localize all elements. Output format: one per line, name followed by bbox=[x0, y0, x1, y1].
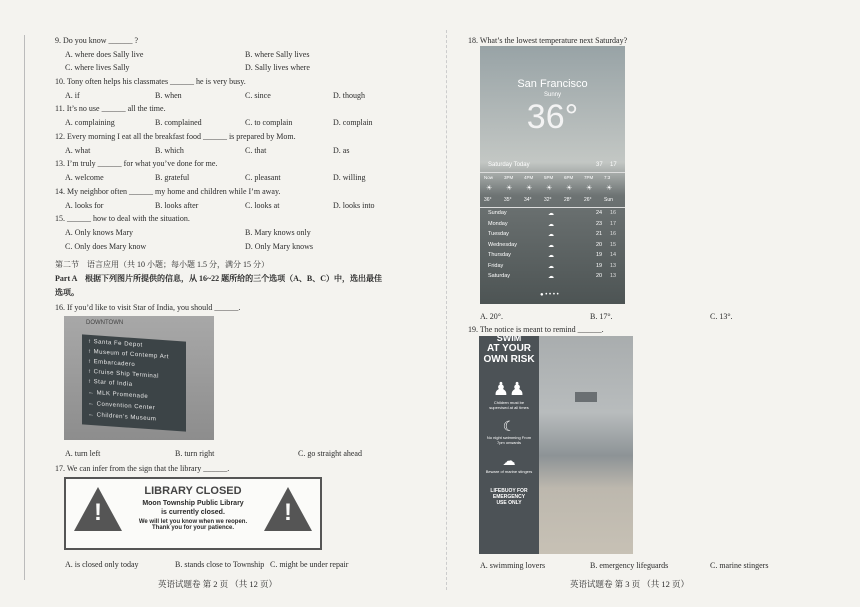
sun-icon: ☀ bbox=[526, 185, 533, 192]
day-name: Wednesday bbox=[488, 241, 517, 248]
q15-option-a: A. Only knows Mary bbox=[65, 228, 133, 237]
hour-label: 4PM bbox=[524, 175, 534, 180]
day-name: Sunday bbox=[488, 210, 507, 216]
q14-option-a: A. looks for bbox=[65, 201, 104, 210]
family-icon: ♟♟ bbox=[492, 379, 526, 399]
page-footer-right: 英语试题卷 第 3 页 （共 12 页） bbox=[570, 579, 690, 589]
hour-temp: 28° bbox=[564, 197, 572, 203]
q10-stem: 10. Tony often helps his classmates ______ he is very busy. bbox=[55, 77, 246, 86]
page-dots: ● • • • • bbox=[540, 292, 559, 298]
q15-option-d: D. Only Mary knows bbox=[245, 242, 313, 251]
direction-board bbox=[82, 334, 186, 431]
q12-option-c: C. that bbox=[245, 146, 267, 155]
q13-option-a: A. welcome bbox=[65, 173, 104, 182]
q15-option-c: C. Only does Mary know bbox=[65, 242, 147, 251]
day-high: 19 bbox=[596, 262, 603, 269]
q10-option-b: B. when bbox=[155, 91, 182, 100]
left-margin-line bbox=[24, 35, 25, 580]
day-high: 19 bbox=[596, 252, 603, 258]
q9-option-a: A. where does Sally live bbox=[65, 50, 144, 59]
hour-label: 7:3 bbox=[604, 175, 611, 180]
weather-today-label: Saturday Today bbox=[488, 162, 530, 168]
notice-heading-2: OWN RISK bbox=[483, 354, 535, 365]
sign-row-2: ↑ Museum of Contemp Art bbox=[88, 348, 169, 361]
day-low: 13 bbox=[610, 262, 617, 269]
day-low: 16 bbox=[610, 231, 617, 237]
ship-shape bbox=[575, 392, 597, 402]
weather-temperature: 36° bbox=[526, 98, 579, 136]
notice-line-3: We will let you know when we reopen. bbox=[138, 519, 248, 525]
day-name: Friday bbox=[488, 262, 504, 269]
day-low: 17 bbox=[610, 220, 617, 227]
notice-line-4: Thank you for your patience. bbox=[151, 525, 234, 531]
hour-temp: 32° bbox=[544, 197, 552, 203]
q9-option-c: C. where lives Sally bbox=[65, 63, 130, 72]
day-low: 13 bbox=[610, 273, 617, 279]
notice-line-2: is currently closed. bbox=[161, 509, 225, 516]
sign-header: DOWNTOWN bbox=[86, 320, 124, 326]
q19-option-c: C. marine stingers bbox=[710, 561, 769, 570]
lifebuoy-line-2: EMERGENCY bbox=[492, 494, 526, 500]
q12-stem: 12. Every morning I eat all the breakfast food ______ is prepared by Mom. bbox=[55, 132, 296, 141]
part-a-instruction-cont: 选项。 bbox=[55, 288, 79, 297]
daily-forecast bbox=[480, 210, 625, 286]
sun-icon: ☀ bbox=[606, 185, 613, 192]
hourly-forecast bbox=[480, 172, 625, 208]
q9-option-b: B. where Sally lives bbox=[245, 50, 310, 59]
sign-row-1: ↑ Santa Fe Depot bbox=[88, 338, 143, 349]
hour-label: 3PM bbox=[504, 175, 514, 180]
hour-temp: 35° bbox=[504, 197, 512, 203]
q10-option-d: D. though bbox=[333, 91, 365, 100]
q17-option-c: C. might be under repair bbox=[270, 560, 349, 569]
sign-row-5: ↑ Star of India bbox=[88, 378, 133, 388]
jellyfish-icon: ☁ bbox=[502, 453, 516, 468]
sun-icon: ☀ bbox=[566, 185, 573, 192]
moon-icon: ☾ bbox=[502, 418, 516, 434]
weather-day-icon: ☁ bbox=[548, 232, 554, 238]
q19-option-a: A. swimming lovers bbox=[480, 561, 546, 570]
q11-option-b: B. complained bbox=[155, 118, 202, 127]
sign-row-6: ← MLK Promenade bbox=[88, 389, 149, 400]
weather-today-high: 37 bbox=[596, 162, 603, 168]
q15-stem: 15. ______ how to deal with the situation. bbox=[55, 214, 190, 223]
day-name: Saturday bbox=[488, 273, 511, 279]
q13-option-c: C. pleasant bbox=[245, 173, 281, 182]
day-high: 20 bbox=[596, 241, 603, 248]
q17-option-b: B. stands close to Township bbox=[175, 560, 265, 569]
day-low: 16 bbox=[610, 210, 617, 216]
section-heading: 第二节 语言应用（共 10 小题；每小题 1.5 分，满分 15 分） bbox=[55, 260, 269, 269]
q12-option-d: D. as bbox=[333, 146, 350, 155]
day-name: Tuesday bbox=[488, 231, 509, 237]
weather-day-icon: ☁ bbox=[548, 211, 554, 217]
q16-option-a: A. turn left bbox=[65, 449, 101, 458]
sign-row-3: ↑ Embarcadero bbox=[88, 358, 136, 369]
lifebuoy-line-3: USE ONLY bbox=[496, 500, 522, 506]
q14-option-d: D. looks into bbox=[333, 201, 375, 210]
q11-stem: 11. It’s no use ______ all the time. bbox=[55, 104, 166, 113]
notice-sub-1: Children must be supervised at all times bbox=[489, 400, 529, 410]
weather-condition: Sunny bbox=[543, 92, 561, 98]
q17-stem: 17. We can infer from the sign that the library ______. bbox=[55, 464, 230, 473]
day-high: 24 bbox=[596, 210, 603, 216]
q15-option-b: B. Mary knows only bbox=[245, 228, 311, 237]
center-divider bbox=[446, 30, 447, 590]
sun-icon: ☀ bbox=[506, 185, 513, 192]
weather-today-low: 17 bbox=[610, 162, 617, 168]
notice-title: LIBRARY CLOSED bbox=[144, 485, 242, 497]
q9-option-d: D. Sally lives where bbox=[245, 63, 310, 72]
warning-icon bbox=[264, 487, 312, 531]
q16-option-b: B. turn right bbox=[175, 449, 215, 458]
hour-label: 6PM bbox=[564, 175, 574, 180]
hour-temp: Sun bbox=[604, 197, 613, 203]
q18-stem: 18. What’s the lowest temperature next Saturday? bbox=[468, 36, 628, 45]
q14-option-b: B. looks after bbox=[155, 201, 199, 210]
downtown-sign-photo bbox=[64, 316, 214, 440]
q10-option-a: A. if bbox=[65, 91, 80, 100]
q14-stem: 14. My neighbor often ______ my home and children while I’m away. bbox=[55, 187, 281, 196]
q18-option-a: A. 20°. bbox=[480, 312, 503, 321]
notice-sub-3: Beware of marine stingers bbox=[485, 469, 533, 474]
weather-day-icon: ☁ bbox=[548, 221, 554, 228]
notice-heading-1: AT YOUR bbox=[486, 343, 532, 354]
q16-option-c: C. go straight ahead bbox=[298, 449, 362, 458]
day-high: 21 bbox=[596, 231, 603, 237]
weather-day-icon: ☁ bbox=[548, 242, 554, 249]
q11-option-c: C. to complain bbox=[245, 118, 293, 127]
swim-warning-panel bbox=[479, 336, 539, 554]
q19-option-b: B. emergency lifeguards bbox=[590, 561, 669, 570]
weather-city: San Francisco bbox=[517, 78, 588, 90]
q9-stem: 9. Do you know ______ ? bbox=[55, 36, 139, 45]
part-a-instruction: Part A 根据下列图片所提供的信息，从 16~22 题所给的三个选项（A、B、C）中，选出最佳 bbox=[55, 274, 383, 283]
hour-temp: 36° bbox=[484, 197, 492, 203]
q12-option-a: A. what bbox=[65, 146, 91, 155]
day-high: 23 bbox=[596, 220, 603, 227]
sign-row-8: ← Children’s Museum bbox=[88, 411, 157, 423]
q13-stem: 13. I’m truly ______ for what you’ve done for me. bbox=[55, 159, 218, 168]
notice-sub-2: No night swimming From 7pm onwards bbox=[486, 435, 532, 445]
hour-label: Now bbox=[484, 175, 494, 180]
warning-icon bbox=[74, 487, 122, 531]
page-footer-left: 英语试题卷 第 2 页 （共 12 页） bbox=[158, 579, 278, 589]
day-name: Thursday bbox=[488, 252, 511, 258]
sun-icon: ☀ bbox=[586, 185, 593, 192]
q19-stem: 19. The notice is meant to remind ______. bbox=[468, 325, 604, 334]
beach-notice-photo bbox=[479, 336, 633, 554]
q17-option-a: A. is closed only today bbox=[65, 560, 139, 569]
q14-option-c: C. looks at bbox=[245, 201, 280, 210]
library-closed-notice bbox=[64, 477, 322, 550]
q11-option-d: D. complain bbox=[333, 118, 373, 127]
hour-temp: 34° bbox=[524, 197, 532, 203]
q13-option-d: D. willing bbox=[333, 173, 366, 182]
q12-option-b: B. which bbox=[155, 146, 184, 155]
notice-line-1: Moon Township Public Library bbox=[142, 500, 244, 507]
day-name: Monday bbox=[488, 220, 508, 227]
lifebuoy-line-1: LIFEBUOY FOR bbox=[490, 488, 528, 494]
day-low: 15 bbox=[610, 241, 617, 248]
hour-label: 7PM bbox=[584, 175, 594, 180]
q18-option-b: B. 17°. bbox=[590, 312, 613, 321]
day-low: 14 bbox=[610, 252, 617, 258]
q18-option-c: C. 13°. bbox=[710, 312, 733, 321]
hour-temp: 26° bbox=[584, 197, 592, 203]
q16-stem: 16. If you’d like to visit Star of India, you should ______. bbox=[55, 303, 241, 312]
sun-icon: ☀ bbox=[546, 185, 553, 192]
sign-row-7: ← Convention Center bbox=[88, 400, 156, 412]
weather-day-icon: ☁ bbox=[548, 263, 554, 270]
sun-icon: ☀ bbox=[486, 185, 493, 192]
sign-row-4: ↑ Cruise Ship Terminal bbox=[88, 368, 159, 380]
q13-option-b: B. grateful bbox=[155, 173, 190, 182]
weather-day-icon: ☁ bbox=[548, 274, 554, 280]
q11-option-a: A. complaining bbox=[65, 118, 115, 127]
weather-day-icon: ☁ bbox=[548, 253, 554, 259]
q10-option-c: C. since bbox=[245, 91, 271, 100]
day-high: 20 bbox=[596, 273, 603, 279]
hour-label: 5PM bbox=[544, 175, 554, 180]
notice-top: SWIM bbox=[496, 336, 522, 343]
weather-app-screenshot bbox=[480, 46, 625, 304]
